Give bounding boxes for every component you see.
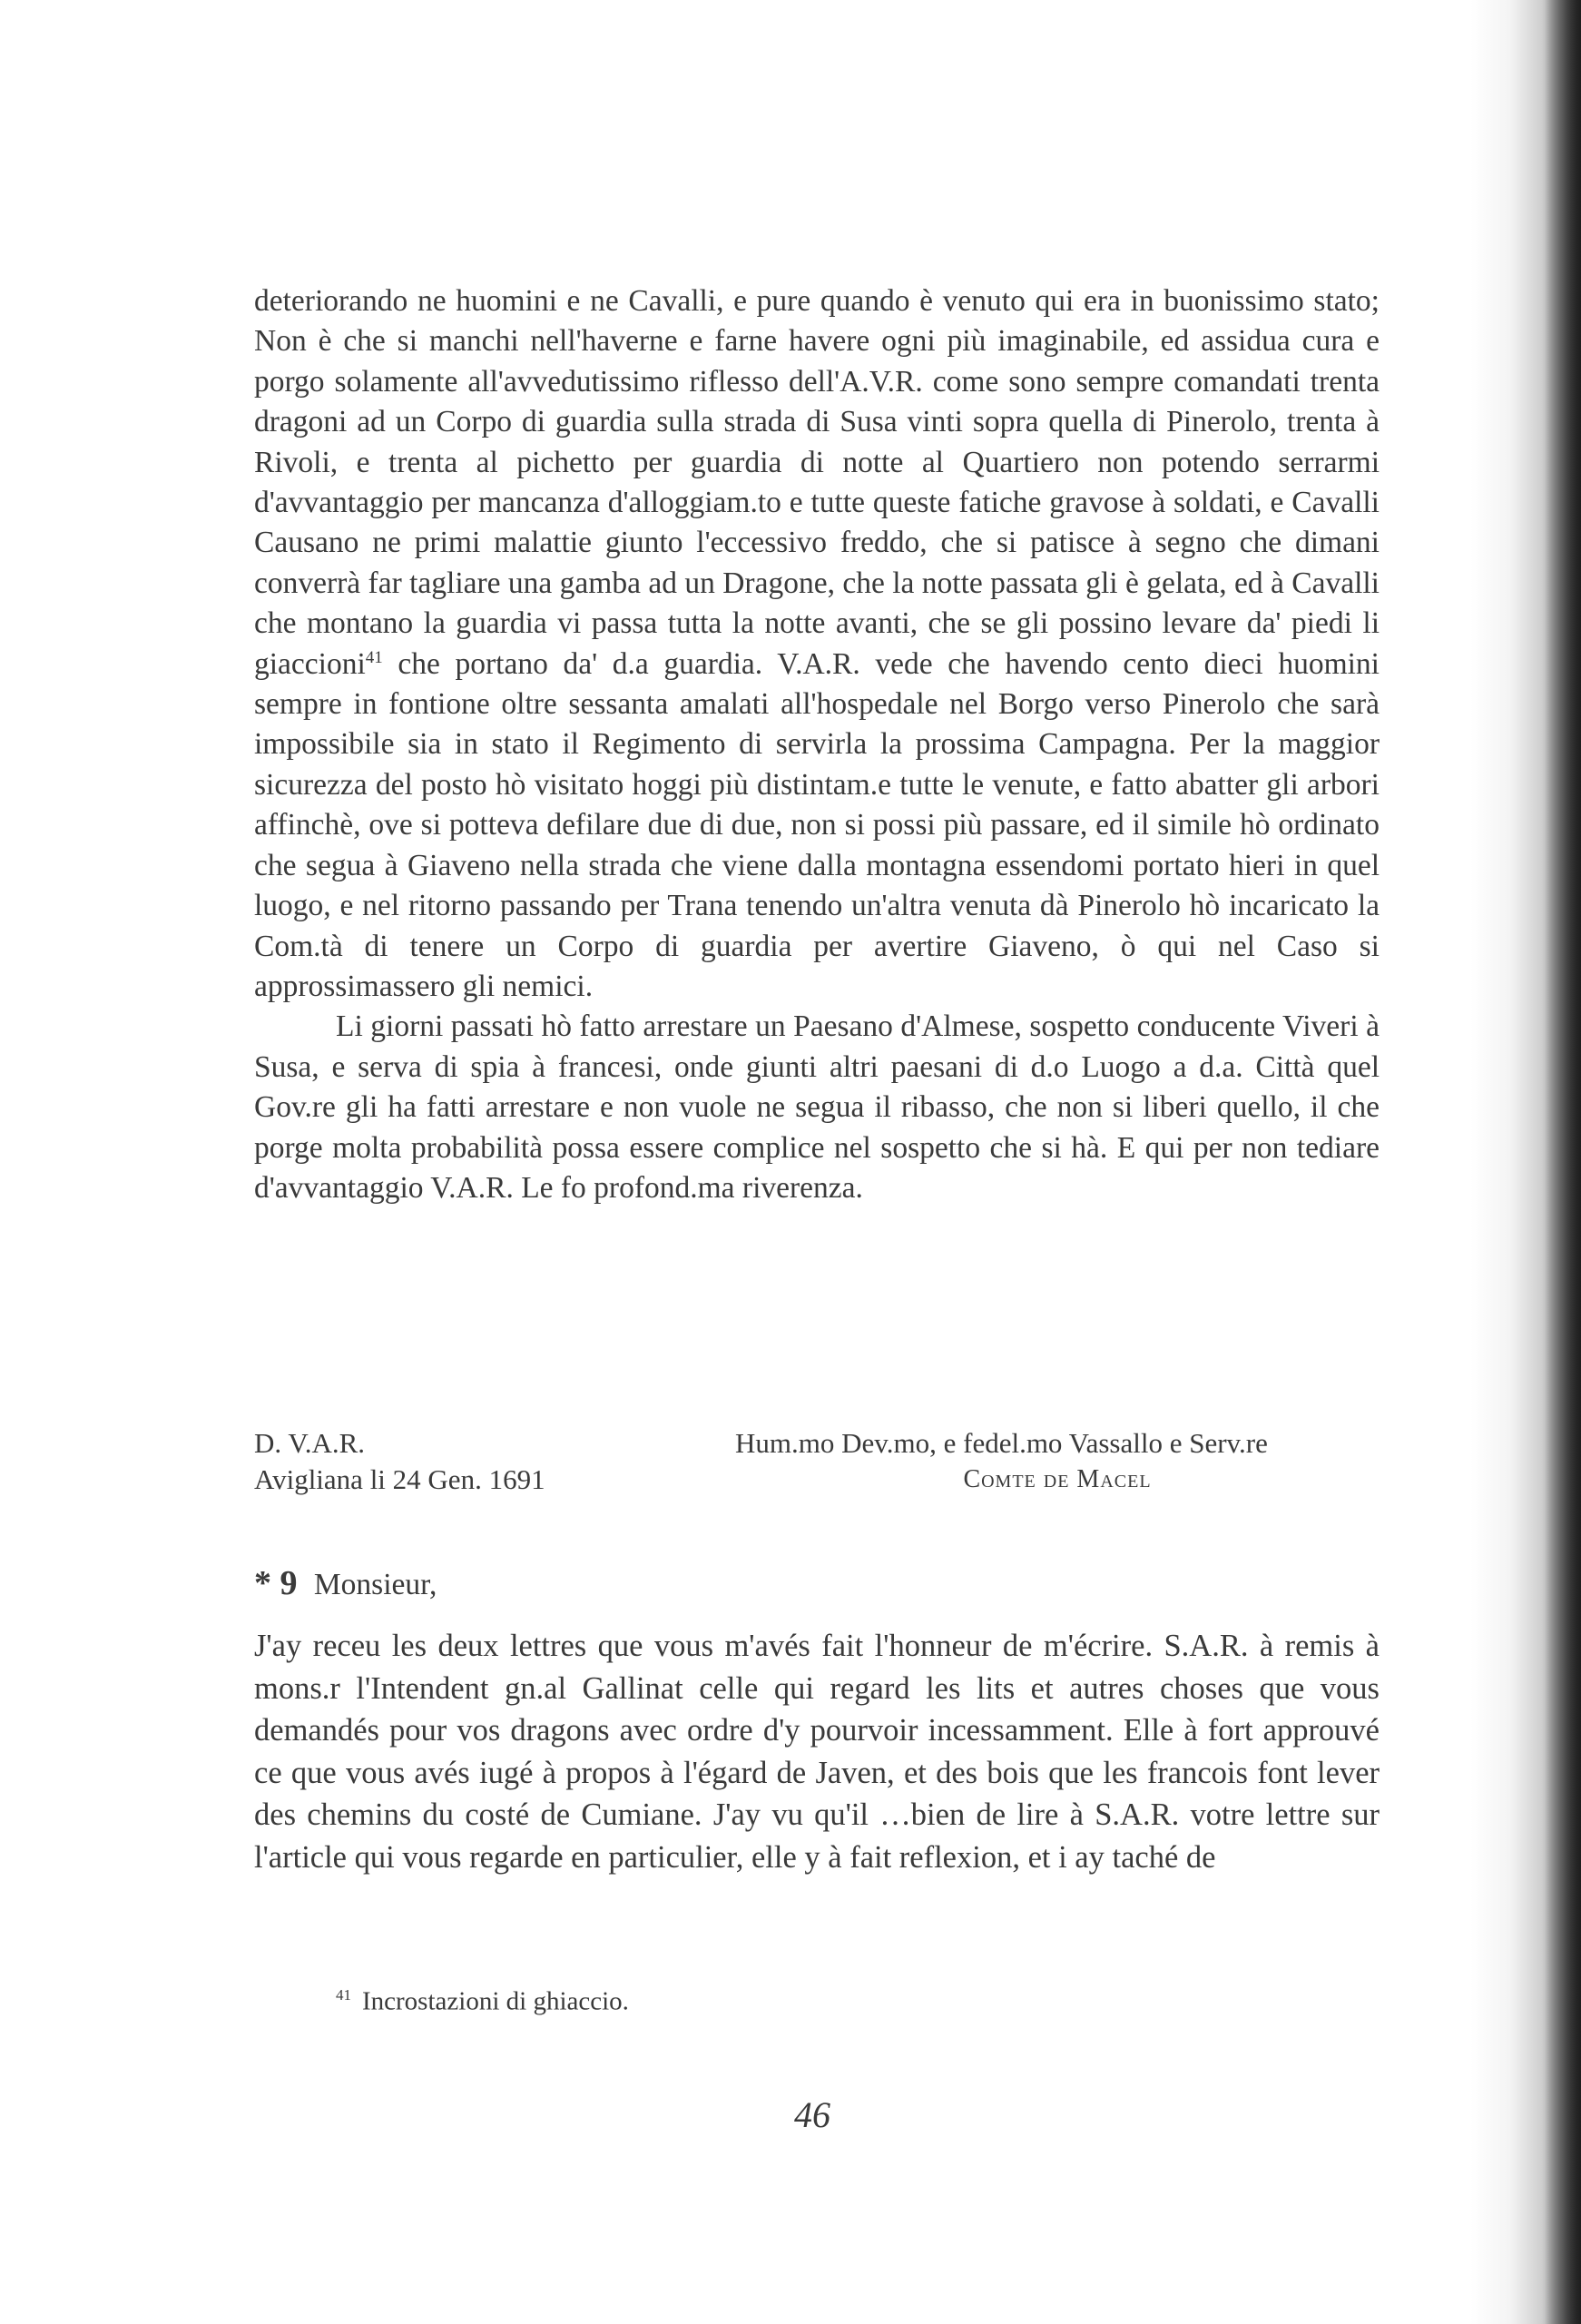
body-paragraph-1 [254,281,1380,1007]
letter-heading [254,1563,437,1603]
footnote-reference: 41 [365,647,383,667]
place-date: Avigliana li 24 Gen. 1691 [254,1463,545,1495]
closing-formula: Hum.mo Dev.mo, e fedel.mo Vassallo e Serv.re [735,1427,1268,1459]
addressee: D. V.A.R. [254,1427,366,1459]
signature-left [254,1425,799,1498]
page-number-row [0,2093,1581,2136]
letter-paragraph: J'ay receu les deux lettres que vous m'avés fait l'honneur de m'écrire. S.A.R. à remis à mons.r l'Intendent gn.al Gallinat celle qui regard les lits et autres choses que vous demandés pour vos dragons avec ordre d'y pourvoir incessamment. Elle à fort approuvé ce que vous avés iugé à propos à l'égard de Javen, et des bois que les francois font lever des chemins du costé de Cumiane. J'ay vu qu'il …bien de lire à S.A.R. votre lettre sur l'article qui vous regarde en particulier, elle y à fait reflexion, et i ay taché de [254,1629,1380,1875]
page-number: 46 [794,2094,830,2135]
signatory-name: Comte de Macel [963,1465,1152,1493]
footnote [336,1979,629,2018]
letter-salutation: Monsieur, [313,1568,437,1601]
body-paragraph-1-end: che portano da' d.a guardia. V.A.R. vede che havendo cento dieci huomini sempre in fontione oltre sessanta amalati all'hospedale nel Borgo verso Pinerolo che sarà impossibile sia in stato il Regimento di servirla la prossima Campagna. Per la maggior sicurezza del posto hò visitato hoggi più distintam.e tutte le venute, e fatto abatter gli arbori affinchè, ove si potteva defilare due di due, non si possi più passare, ed il simile hò ordinato che segua à Giaveno nella strada che viene dalla montagna essendomi portato hieri in quel luogo, e nel ritorno passando per Trana tenendo un'altra venuta dà Pinerolo hò incaricato la Com.tà di tenere un Corpo di guardia per avertire Giaveno, ò qui nel Caso si approssimassero gli nemici. [254,646,1380,1003]
signature-right [735,1425,1380,1498]
footnote-text: Incrostazioni di ghiaccio. [362,1986,629,2016]
body-paragraph-1-start: deteriorando ne huomini e ne Cavalli, e pure quando è venuto qui era in buonissimo stato; Non è che si manchi nell'haverne e farne havere ogni più imaginabile, ed assidua cura e porgo solamente all'avvedutissimo riflesso dell'A.V.R. come sono sempre comandati trenta dragoni ad un Corpo di guardia sulla strada di Susa vinti sopra quella di Pinerolo, trenta à Rivoli, e trenta al pichetto per guardia di notte al Quartiero non potendo serrarmi d'avvantaggio per mancanza d'alloggiam.to e tutte queste fatiche gravose à soldati, e Cavalli Causano ne primi malattie giunto l'eccessivo freddo, che si patisce à segno che dimani converrà far tagliare una gamba ad un Dragone, che la notte passata gli è gelata, ed à Cavalli che montano la guardia vi passa tutta la notte avanti, che se gli possino levare da' piedi li giaccioni [254,284,1380,681]
body-text [254,281,1380,1208]
footnote-mark: 41 [336,1986,351,2004]
letter-number: * 9 [254,1564,298,1602]
letter-body [254,1625,1380,1878]
body-paragraph-2: Li giorni passati hò fatto arrestare un Paesano d'Almese, sospetto conducente Viveri à Susa, e serva di spia à francesi, onde giunti altri paesani di d.o Luogo a d.a. Città quel Gov.re gli ha fatti arrestare e non vuole ne segua il ribasso, che non si liberi quello, il che porge molta probabilità possa essere complice nel sospetto che si hà. E qui per non tediare d'avvantaggio V.A.R. Le fo profond.ma riverenza. [254,1009,1380,1205]
book-spine-shadow [1545,0,1581,2324]
